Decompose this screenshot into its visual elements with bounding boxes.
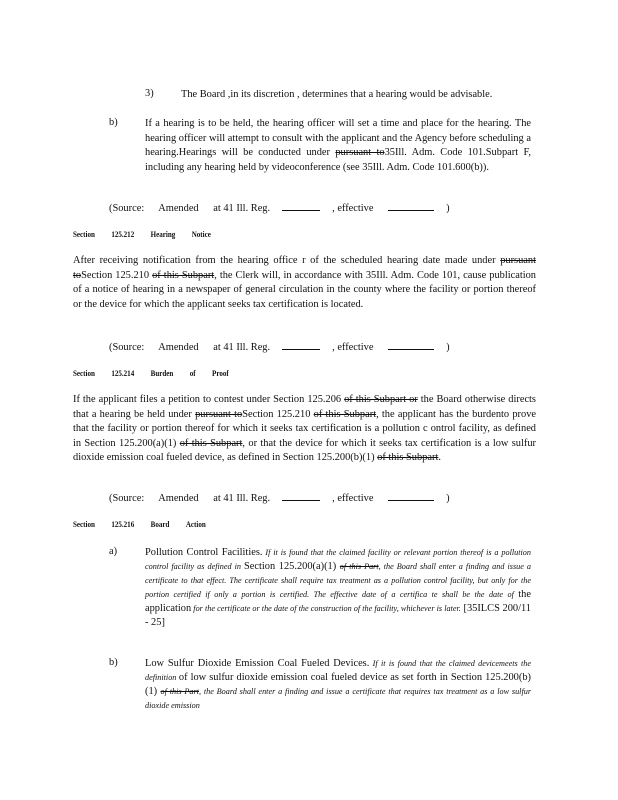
section-heading: Section 125.214 Burden of Proof <box>73 368 229 378</box>
list-label: b) <box>109 117 118 128</box>
list-label: b) <box>109 657 118 668</box>
paragraph-pollution-control: Pollution Control Facilities. If it is found that the claimed facility or relevant portion thereof is a pollution control facility as defined in Section 125.200(a)(1) of this Part, the Board shall enter a finding and issue a certificate to that effect. The certificate shall require tax treatment as a pollution control facility, but only for the portion certified if only a portion is certified. The effective date of a certifica te shall be the date of the application for the certificate or the date of the construction of the facility, whichever is later. [35ILCS 200/11 - 25] <box>145 547 531 628</box>
section-heading: Section 125.212 Hearing Notice <box>73 229 211 239</box>
list-label: a) <box>109 546 118 557</box>
source-note: (Source: Amended at 41 Ill. Reg. , effective ) <box>109 339 462 353</box>
list-number: 3) <box>145 88 154 99</box>
paragraph-hearing: If a hearing is to be held, the hearing officer will set a time and place for the hearing. The hearing officer will attempt to consult with the applicant and the Agency before scheduling a hearing.Hearings will be conducted under pursuant to35Ill. Adm. Code 101.Subpart F, including any hearing held by videoconference (see 35Ill. Adm. Code 101.600(b)). <box>145 118 531 173</box>
paragraph-hearing-notice: After receiving notification from the hearing office r of the scheduled hearing date made under pursuant toSection 125.210 of this Subpart, the Clerk will, in accordance with 35Ill. Adm. Code 101, cause publication of a notice of hearing in a newspaper of general circulation in the county where the facility or portion thereof or the device for which the applicant seeks tax certification is located. <box>73 255 536 310</box>
paragraph-burden-of-proof: If the applicant files a petition to contest under Section 125.206 of this Subpart or the Board otherwise directs that a hearing be held under pursuant toSection 125.210 of this Subpart, the applicant has the burdento prove that the facility or portion thereof for which it seeks tax certification is a pollution c ontrol facility, as defined in Section 125.200(a)(1) of this Subpart, or that the device for which it seeks tax certification is a low sulfur dioxide emission coal fueled device, as defined in Section 125.200(b)(1) of this Subpart. <box>73 394 537 464</box>
section-heading: Section 125.216 Board Action <box>73 519 206 529</box>
source-note: (Source: Amended at 41 Ill. Reg. , effective ) <box>109 200 462 214</box>
source-note: (Source: Amended at 41 Ill. Reg. , effective ) <box>109 490 462 504</box>
list-item-text: The Board ,in its discretion , determines that a hearing would be advisable. <box>181 89 493 100</box>
paragraph-low-sulfur: Low Sulfur Dioxide Emission Coal Fueled Devices. If it is found that the claimed devicemeets the definition of low sulfur dioxide emission coal fueled device as set forth in Section 125.200(b)(1) of this Part, the Board shall enter a finding and issue a certificate that requires tax treatment as a low sulfur dioxide emission <box>145 658 532 710</box>
